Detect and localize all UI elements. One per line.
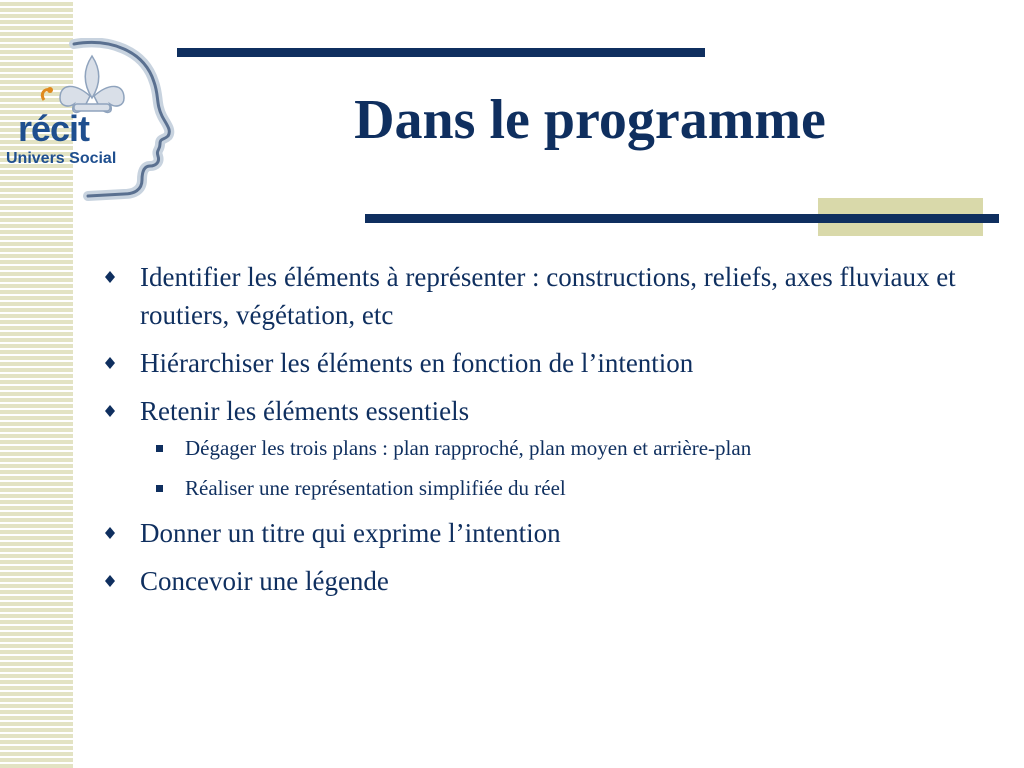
bullet-text: Retenir les éléments essentiels (140, 396, 470, 426)
bullet-item (103, 258, 983, 334)
bullet-item (103, 514, 983, 552)
bullet-list (103, 258, 983, 610)
title-rule-top (177, 48, 705, 57)
slide-title: Dans le programme (354, 89, 826, 151)
bullet-text: Identifier les éléments à représenter : constructions, reliefs, axes fluviaux et routiers, végétation, etc (140, 262, 956, 330)
sub-bullet-item (103, 434, 983, 462)
diamond-bullet-icon (103, 270, 117, 284)
square-bullet-icon (156, 445, 163, 452)
sub-bullet-item (103, 474, 983, 502)
diamond-bullet-icon (103, 574, 117, 588)
diamond-bullet-icon (103, 404, 117, 418)
sub-bullet-text: Réaliser une représentation simplifiée du réel (185, 476, 566, 500)
bullet-item (103, 344, 983, 382)
diamond-bullet-icon (103, 356, 117, 370)
logo-word-recit: récit (18, 108, 90, 149)
title-rule-bottom (365, 214, 999, 223)
logo-word-univers-social: Univers Social (6, 150, 117, 167)
bullet-text: Concevoir une légende (140, 566, 389, 596)
bullet-item (103, 562, 983, 600)
sub-bullet-list (103, 434, 983, 502)
sub-bullet-text: Dégager les trois plans : plan rapproché, plan moyen et arrière-plan (185, 436, 752, 460)
square-bullet-icon (156, 485, 163, 492)
bullet-item (103, 392, 983, 430)
bullet-text: Donner un titre qui exprime l’intention (140, 518, 561, 548)
recit-univers-social-logo (4, 38, 180, 203)
bullet-text: Hiérarchiser les éléments en fonction de l’intention (140, 348, 694, 378)
diamond-bullet-icon (103, 526, 117, 540)
